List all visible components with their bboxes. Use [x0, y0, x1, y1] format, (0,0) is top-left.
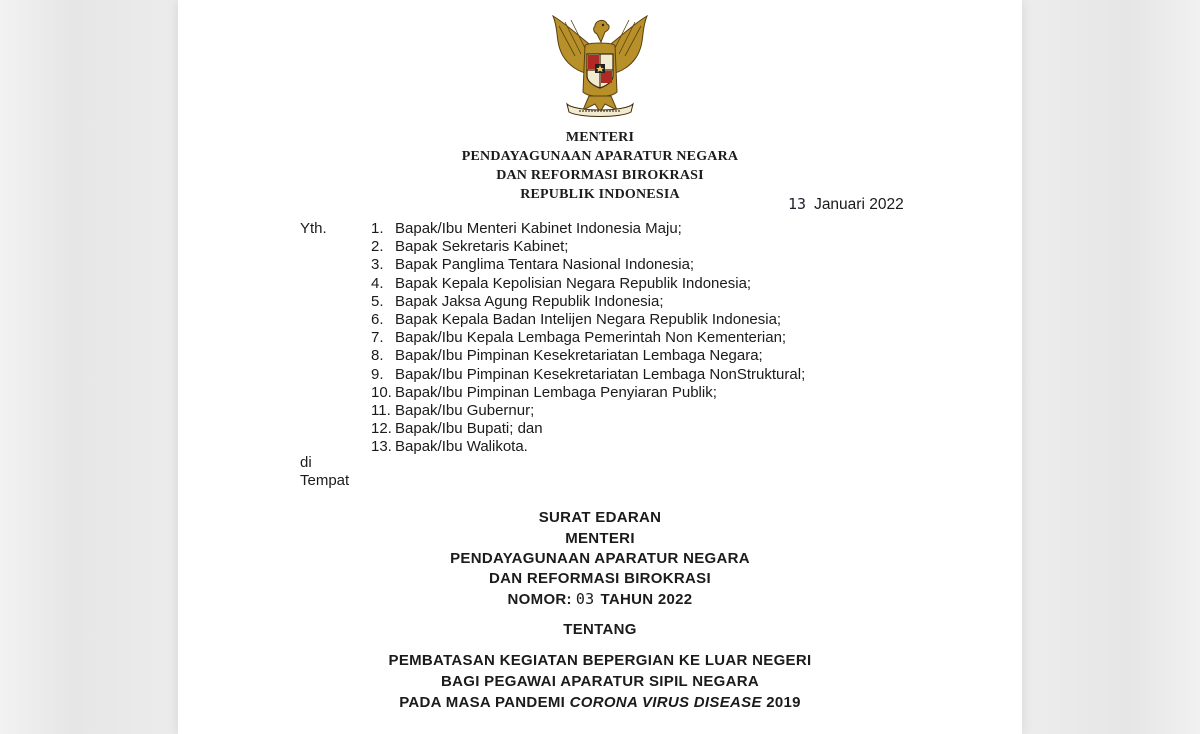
background-right [1022, 0, 1200, 734]
background-left [0, 0, 178, 734]
circular-number [178, 590, 1022, 608]
list-item: 7. Bapak/Ibu Kepala Lembaga Pemerintah Non Kementerian; [371, 329, 787, 347]
list-item: 12. Bapak/Ibu Bupati; dan [371, 420, 543, 438]
addressee-di: di [300, 454, 312, 471]
circular-title: SURAT EDARAN [538, 509, 662, 526]
addressee-tempat: Tempat [300, 472, 350, 489]
list-item: 8. Bapak/Ibu Pimpinan Kesekretariatan Lembaga Negara; [371, 347, 763, 365]
subject-line-2: BAGI PEGAWAI APARATUR SIPIL NEGARA [441, 673, 759, 690]
list-item: 13. Bapak/Ibu Walikota. [371, 438, 528, 456]
circular-ministry-line-2: DAN REFORMASI BIROKRASI [489, 570, 711, 587]
nomor-label: NOMOR: [507, 591, 572, 608]
circular-tentang: TENTANG [563, 621, 637, 638]
letterhead-line-4: REPUBLIK INDONESIA [520, 187, 680, 202]
list-item: 6. Bapak Kepala Badan Intelijen Negara Republik Indonesia; [371, 310, 782, 328]
list-item: 1. Bapak/Ibu Menteri Kabinet Indonesia Maju; [371, 220, 682, 237]
subject-line-1: PEMBATASAN KEGIATAN BEPERGIAN KE LUAR NEGERI [388, 652, 812, 669]
nomor-handwritten: 03 [575, 590, 595, 608]
list-item: 9. Bapak/Ibu Pimpinan Kesekretariatan Lembaga NonStruktural; [371, 365, 806, 383]
letter-page [178, 0, 1022, 734]
letterhead-line-2: PENDAYAGUNAAN APARATUR NEGARA [461, 149, 739, 164]
letterhead [178, 128, 1022, 204]
letter-date [788, 195, 904, 214]
list-item: 3. Bapak Panglima Tentara Nasional Indonesia; [371, 256, 695, 274]
list-item: 11. Bapak/Ibu Gubernur; [371, 401, 535, 419]
list-item: 10. Bapak/Ibu Pimpinan Lembaga Penyiaran Publik; [371, 383, 717, 401]
subject-line-3: PADA MASA PANDEMI CORONA VIRUS DISEASE 2019 [399, 694, 801, 711]
recipient-list [336, 220, 805, 456]
circular-ministry-line-1: PENDAYAGUNAAN APARATUR NEGARA [450, 550, 750, 567]
letterhead-line-3: DAN REFORMASI BIROKRASI [496, 168, 704, 183]
date-month-year: Januari 2022 [814, 196, 904, 213]
addressee-label: Yth. [300, 220, 327, 237]
garuda-emblem-icon [545, 12, 655, 122]
circular-menteri: MENTERI [565, 530, 635, 547]
list-item: 2. Bapak Sekretaris Kabinet; [371, 238, 569, 256]
list-item: 5. Bapak Jaksa Agung Republik Indonesia; [371, 292, 664, 310]
date-day-handwritten: 13 [788, 195, 807, 213]
letterhead-line-1: MENTERI [565, 130, 635, 145]
nomor-year: TAHUN 2022 [600, 591, 693, 608]
list-item: 4. Bapak Kepala Kepolisian Negara Republik Indonesia; [371, 274, 752, 292]
